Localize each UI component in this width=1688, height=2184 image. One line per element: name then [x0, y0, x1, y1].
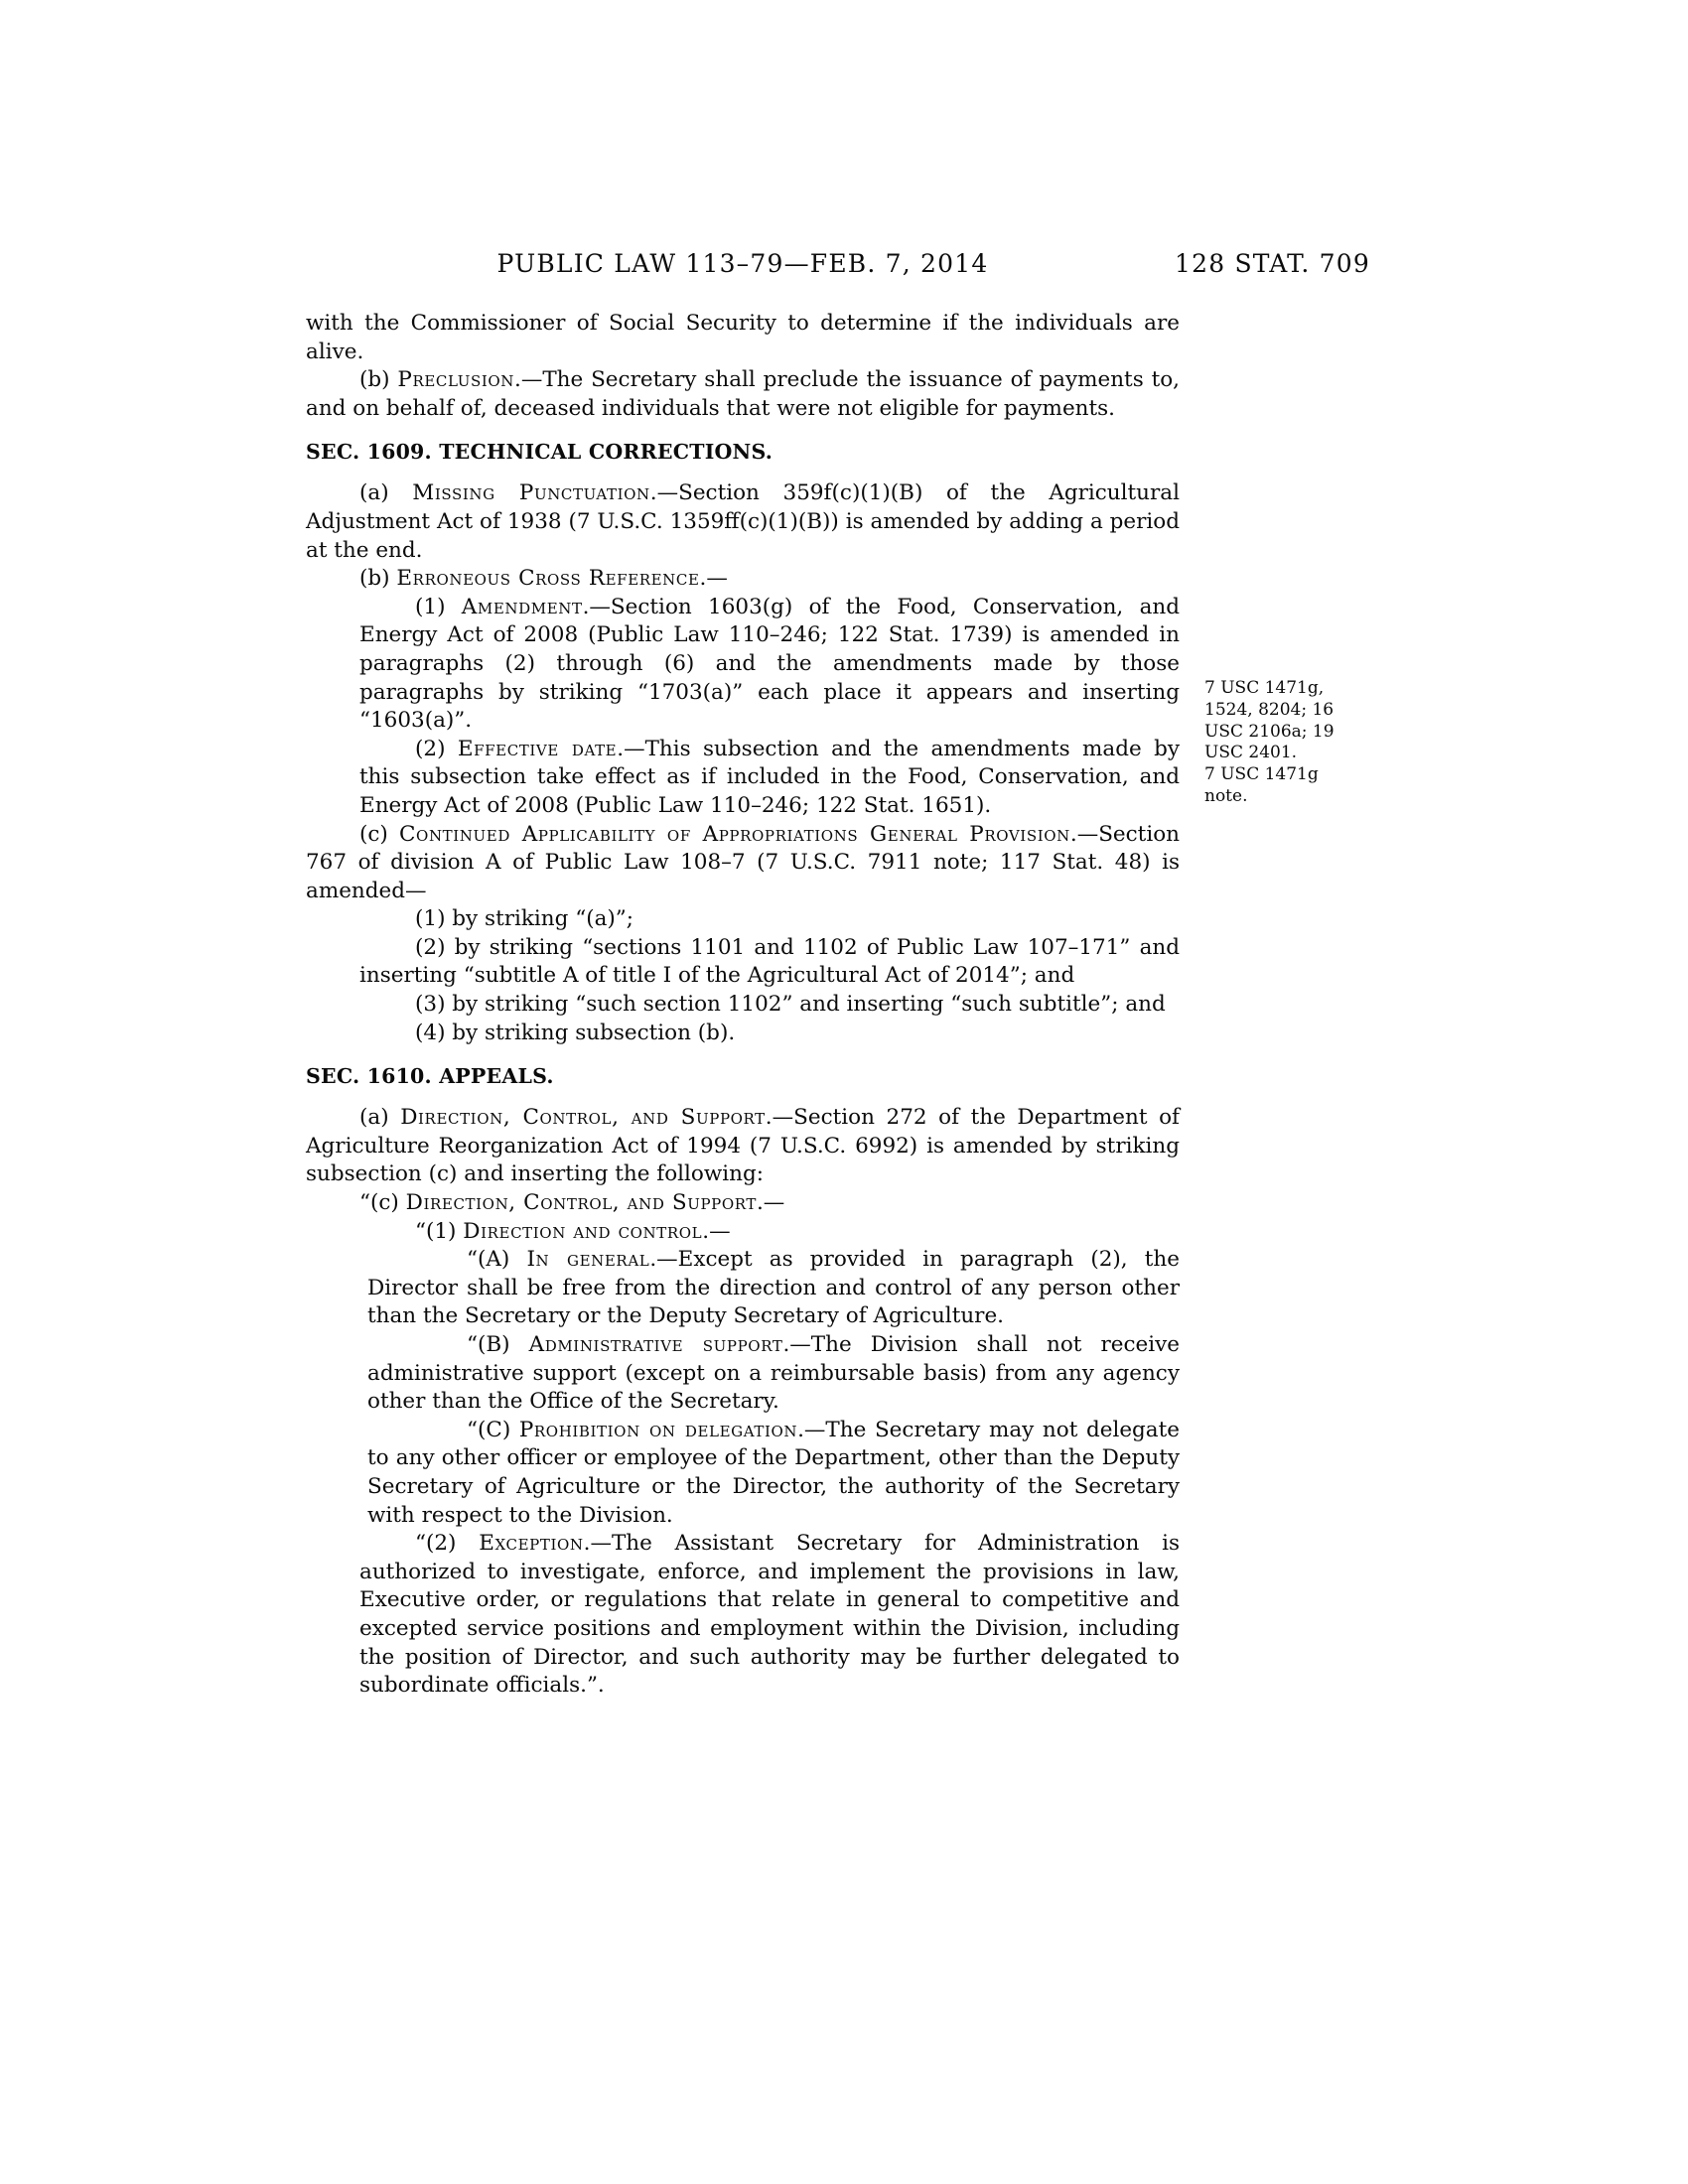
paragraph-text: (c): [359, 821, 399, 847]
paragraph-text: (2) by striking “sections 1101 and 1102 of Public Law 107–171” and inserting “subtitle A of title I of the Agricultural Act of 2014”; and: [359, 934, 1180, 989]
paragraph-text: .—Section 767 of division A of Public Law 108–7 (7 U.S.C. 7911 note; 117 Stat. 48) is amended—: [306, 821, 1180, 903]
paragraph-text: .—: [756, 1190, 785, 1216]
running-head-law-title: PUBLIC LAW 113–79—FEB. 7, 2014: [496, 249, 989, 278]
small-caps-heading-text: Missing Punctuation: [412, 480, 650, 506]
statute-paragraph: [306, 821, 1180, 906]
statute-paragraph: [359, 594, 1180, 736]
small-caps-heading-text: In general: [526, 1247, 650, 1273]
section-heading: SEC. 1610. APPEALS.: [306, 1064, 554, 1089]
paragraph-text: (3) by striking “such section 1102” and inserting “such subtitle”; and: [415, 992, 1166, 1018]
statute-paragraph: [359, 1218, 1180, 1247]
paragraph-text: (2): [415, 736, 458, 761]
paragraph-text: .—Section 272 of the Department of Agriculture Reorganization Act of 1994 (7 U.S.C. 6992) is amended by striking subsection (c) and inserting the following:: [306, 1105, 1180, 1187]
small-caps-heading-text: Exception: [479, 1531, 584, 1557]
small-caps-heading-text: Administrative support: [528, 1332, 783, 1357]
paragraph-text: with the Commissioner of Social Security to determine if the individuals are alive.: [306, 311, 1180, 364]
paragraph-text: (1): [415, 594, 462, 619]
statute-paragraph: [367, 1417, 1180, 1530]
small-caps-heading-text: Direction and control: [463, 1218, 703, 1244]
statute-paragraph: [359, 905, 1180, 934]
statute-paragraph: [367, 1331, 1180, 1417]
small-caps-heading-text: Preclusion: [397, 367, 514, 393]
statute-paragraph: [306, 479, 1180, 565]
paragraph-text: (b): [359, 566, 397, 592]
small-caps-heading-text: Amendment: [461, 594, 583, 619]
paragraph-text: .—Section 1603(g) of the Food, Conservation, and Energy Act of 2008 (Public Law 110–246; 122 Stat. 1739) is amended in paragraphs (2) through (6) and the amendments made by those paragraphs by striking “1703(a)” each place it appears and inserting “1603(a)”.: [359, 594, 1180, 734]
paragraph-text: “(1): [415, 1218, 464, 1244]
paragraph-text: .—: [702, 1218, 731, 1244]
statute-paragraph: [306, 565, 1180, 594]
statute-body: [306, 310, 1180, 1701]
small-caps-heading-text: Direction, Control, and Support: [400, 1105, 766, 1131]
running-head-stat-number: 128 STAT. 709: [1175, 249, 1370, 278]
small-caps-heading-text: Direction, Control, and Support: [405, 1190, 757, 1216]
statute-paragraph: [359, 1020, 1180, 1048]
small-caps-heading-text: Effective date: [457, 736, 618, 761]
statute-paragraph: [359, 934, 1180, 991]
small-caps-heading-text: Continued Applicability of Appropriations General Provision: [399, 821, 1070, 847]
section-heading: SEC. 1609. TECHNICAL CORRECTIONS.: [306, 440, 774, 465]
small-caps-heading-text: Prohibition on delegation: [518, 1417, 798, 1442]
paragraph-text: “(C): [467, 1417, 519, 1442]
statute-paragraph: [359, 736, 1180, 821]
statute-paragraph: [359, 1530, 1180, 1701]
paragraph-text: “(A): [467, 1247, 527, 1273]
paragraph-text: .—The Assistant Secretary for Administration is authorized to investigate, enforce, and implement the provisions in law, Executive order, or regulations that relate in general to competitive and excepted service positions and employment within the Division, including the position of Director, and such authority may be further delegated to subordinate officials.”.: [359, 1531, 1181, 1699]
statute-paragraph: [367, 1246, 1180, 1331]
paragraph-text: (b): [359, 367, 398, 393]
statute-paragraph: [306, 1104, 1180, 1189]
paragraph-text: (a): [359, 480, 413, 506]
paragraph-text: “(c): [359, 1190, 406, 1216]
statute-paragraph: [306, 1189, 1180, 1218]
paragraph-text: “(B): [467, 1332, 529, 1357]
small-caps-heading-text: Erroneous Cross Reference: [396, 566, 700, 592]
margin-note-usc-citation: 7 USC 1471g, 1524, 8204; 16 USC 2106a; 19 USC 2401.: [1204, 678, 1335, 763]
statute-paragraph: [306, 366, 1180, 423]
paragraph-text: .—The Secretary shall preclude the issuance of payments to, and on behalf of, deceased individuals that were not eligible for payments.: [306, 367, 1180, 421]
paragraph-text: .—Except as provided in paragraph (2), the Director shall be free from the direction and control of any person other than the Secretary or the Deputy Secretary of Agriculture.: [367, 1247, 1180, 1329]
paragraph-text: .—Section 359f(c)(1)(B) of the Agricultural Adjustment Act of 1938 (7 U.S.C. 1359ff(c)(1)(B)) is amended by adding a period at the end.: [306, 480, 1180, 563]
statute-paragraph: [306, 310, 1180, 366]
paragraph-text: (a): [359, 1105, 401, 1131]
statute-paragraph: [359, 991, 1180, 1020]
paragraph-text: (4) by striking subsection (b).: [415, 1020, 736, 1045]
paragraph-text: “(2): [415, 1531, 480, 1557]
margin-note-usc-note: 7 USC 1471g note.: [1204, 764, 1319, 806]
paragraph-text: (1) by striking “(a)”;: [415, 906, 634, 932]
paragraph-text: .—This subsection and the amendments made by this subsection take effect as if included in the Food, Conservation, and Energy Act of 2008 (Public Law 110–246; 122 Stat. 1651).: [359, 736, 1180, 818]
paragraph-text: .—: [699, 566, 728, 592]
paragraph-text: .—The Secretary may not delegate to any other officer or employee of the Department, other than the Deputy Secretary of Agriculture or the Director, the authority of the Secretary with respect to the Division.: [367, 1417, 1180, 1528]
paragraph-text: .—The Division shall not receive administrative support (except on a reimbursable basis) from any agency other than the Office of the Secretary.: [367, 1332, 1180, 1415]
